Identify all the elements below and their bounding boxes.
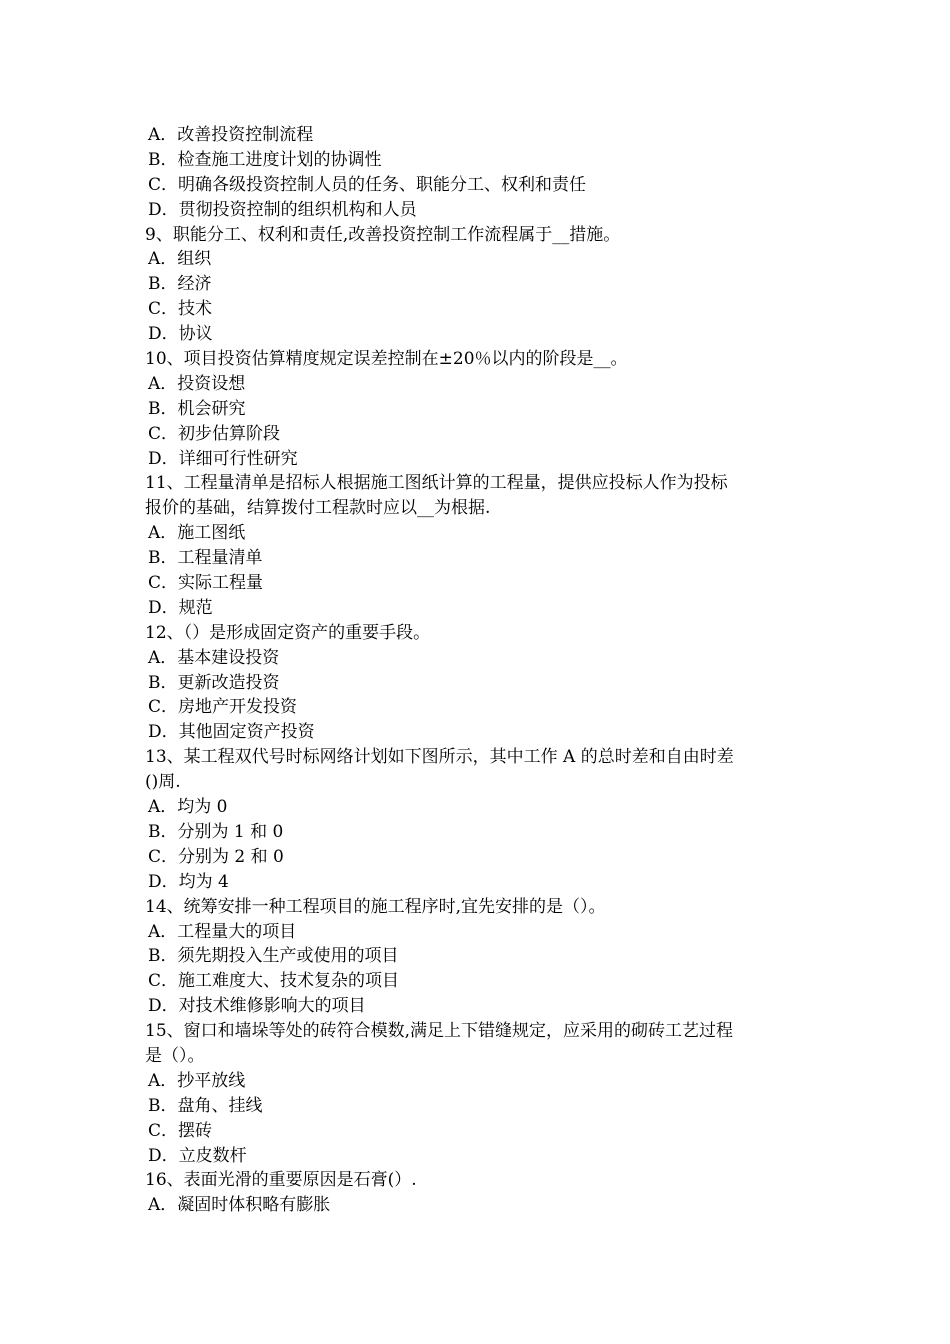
question-text-line: 11、工程量清单是招标人根据施工图纸计算的工程量，提供应投标人作为投标 xyxy=(145,473,728,494)
answer-option-line: A．组织 xyxy=(148,249,212,270)
question-text-line: 15、窗口和墙垛等处的砖符合模数,满足上下错缝规定，应采用的砌砖工艺过程 xyxy=(145,1021,734,1042)
question-text-line: 12、（）是形成固定资产的重要手段。 xyxy=(145,622,431,643)
answer-option-line: A．均为 0 xyxy=(148,797,228,818)
answer-option-line: D．立皮数杆 xyxy=(148,1145,247,1166)
answer-option-line: B．盘角、挂线 xyxy=(148,1095,263,1116)
question-text-line: ()周. xyxy=(145,772,181,793)
answer-option-line: C．明确各级投资控制人员的任务、职能分工、权利和责任 xyxy=(148,174,587,195)
answer-option-line: C．初步估算阶段 xyxy=(148,423,281,444)
question-text-line: 9、职能分工、权利和责任,改善投资控制工作流程属于__措施。 xyxy=(145,224,621,245)
answer-option-line: C．技术 xyxy=(148,299,213,320)
answer-option-line: C．房地产开发投资 xyxy=(148,697,298,718)
answer-option-line: B．分别为 1 和 0 xyxy=(148,821,284,842)
answer-option-line: C．摆砖 xyxy=(148,1120,213,1141)
answer-option-line: A．施工图纸 xyxy=(148,523,246,544)
answer-option-line: B．经济 xyxy=(148,274,212,295)
answer-option-line: C．分别为 2 和 0 xyxy=(148,846,284,867)
answer-option-line: D．协议 xyxy=(148,324,213,345)
answer-option-line: B．检查施工进度计划的协调性 xyxy=(148,149,382,170)
answer-option-line: C．实际工程量 xyxy=(148,573,264,594)
answer-option-line: A．改善投资控制流程 xyxy=(148,125,314,145)
answer-option-line: C．施工难度大、技术复杂的项目 xyxy=(148,971,400,992)
answer-option-line: A．基本建设投资 xyxy=(148,647,280,668)
answer-option-line: D．对技术维修影响大的项目 xyxy=(148,996,366,1017)
answer-option-line: D．贯彻投资控制的组织机构和人员 xyxy=(148,199,417,220)
question-text-line: 是（）。 xyxy=(145,1045,205,1066)
answer-option-line: D．规范 xyxy=(148,597,213,618)
answer-option-line: B．机会研究 xyxy=(148,398,246,419)
answer-option-line: A．抄平放线 xyxy=(148,1070,246,1091)
question-text-line: 16、表面光滑的重要原因是石膏(）. xyxy=(145,1170,417,1191)
question-text-line: 13、某工程双代号时标网络计划如下图所示，其中工作 A 的总时差和自由时差 xyxy=(145,747,734,768)
answer-option-line: A．投资设想 xyxy=(148,373,246,394)
answer-option-line: B．工程量清单 xyxy=(148,548,263,569)
answer-option-line: D．详细可行性研究 xyxy=(148,448,298,469)
answer-option-line: B．更新改造投资 xyxy=(148,672,280,693)
question-text-line: 10、项目投资估算精度规定误差控制在±20％以内的阶段是__。 xyxy=(145,349,628,370)
question-text-line: 14、统筹安排一种工程项目的施工程序时,宜先安排的是（）。 xyxy=(145,896,606,917)
answer-option-line: A．工程量大的项目 xyxy=(148,921,297,942)
answer-option-line: D．其他固定资产投资 xyxy=(148,722,315,743)
exam-text-body xyxy=(145,123,810,1218)
answer-option-line: B．须先期投入生产或使用的项目 xyxy=(148,946,399,967)
answer-option-line: D．均为 4 xyxy=(148,871,229,892)
answer-option-line: A．凝固时体积略有膨胀 xyxy=(148,1195,331,1216)
question-text-line: 报价的基础，结算拨付工程款时应以__为根据. xyxy=(145,498,491,519)
